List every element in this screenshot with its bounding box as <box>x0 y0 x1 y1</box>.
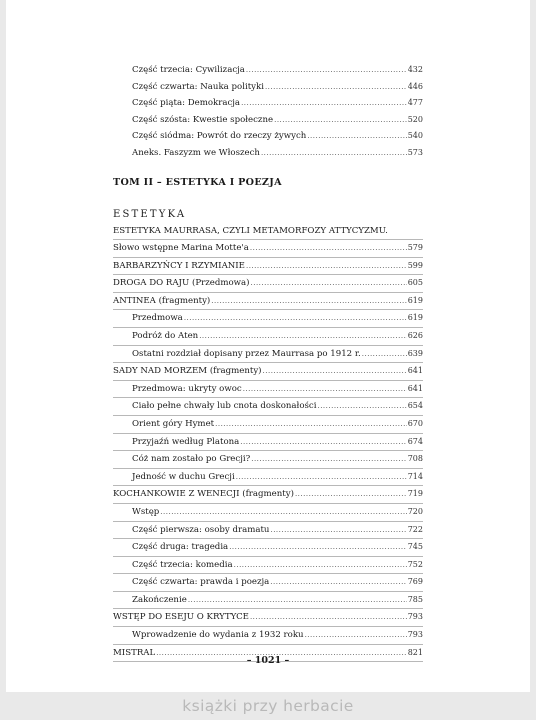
dot-leader <box>241 95 407 112</box>
toc-page-number: 752 <box>407 559 423 569</box>
section-subtitle: ESTETYKA MAURRASA, CZYLI METAMORFOZY ATTYCYZMU. <box>113 223 423 240</box>
dot-leader <box>215 416 407 433</box>
toc-entry-title: Część czwarta: Nauka polityki <box>132 81 264 92</box>
toc-page-number: 793 <box>407 612 423 622</box>
toc-entry <box>113 328 423 346</box>
toc-page-number: 714 <box>407 471 423 481</box>
toc-page-number: 619 <box>407 313 423 323</box>
toc-entry-title: Część druga: tragedia <box>132 542 229 553</box>
dot-leader <box>251 275 407 292</box>
toc-entry-title: Orient góry Hymet <box>132 418 215 429</box>
toc-page-number: 520 <box>407 114 423 124</box>
toc-page-number: 626 <box>407 330 423 340</box>
toc-entry-title: Ciało pełne chwały lub cnota doskonałości <box>132 401 317 412</box>
dot-leader <box>246 62 407 79</box>
toc-entry-title: Wstęp <box>132 506 160 517</box>
toc-entry <box>113 451 423 469</box>
toc-entry <box>113 346 423 364</box>
dot-leader <box>250 609 407 626</box>
toc-entry <box>113 62 423 79</box>
toc-entry-title: ANTINEA (fragmenty) <box>113 295 211 306</box>
toc-page-number: 540 <box>407 131 423 141</box>
toc-entry <box>113 574 423 592</box>
toc-entry <box>113 128 423 145</box>
toc-page-number: 785 <box>407 594 423 604</box>
toc-page-number: 599 <box>407 260 423 270</box>
toc-entry-title: DROGA DO RAJU (Przedmowa) <box>113 278 250 289</box>
toc-entry <box>113 95 423 112</box>
toc-entry-title: SADY NAD MORZEM (fragmenty) <box>113 366 262 377</box>
dot-leader <box>240 434 406 451</box>
toc-entry <box>113 363 423 381</box>
toc-entry <box>113 416 423 434</box>
dot-leader <box>317 398 406 415</box>
toc-entry <box>113 609 423 627</box>
toc-entry-title: Słowo wstępne Marina Motte'a <box>113 243 249 253</box>
toc-page-number: 720 <box>407 506 423 516</box>
toc-entry-title: WSTĘP DO ESEJU O KRYTYCE <box>113 612 249 623</box>
toc-page-number: 639 <box>407 348 423 358</box>
dot-leader <box>160 504 406 521</box>
toc-entry-title: Przedmowa <box>132 313 183 324</box>
dot-leader <box>251 451 406 468</box>
dot-leader <box>261 145 407 162</box>
dot-leader <box>274 112 407 129</box>
toc-page-number: 605 <box>407 278 423 288</box>
dot-leader <box>250 240 407 257</box>
toc-page-number: 769 <box>407 577 423 587</box>
toc-entry-title: Aneks. Faszyzm we Włoszech <box>132 147 260 158</box>
toc-entry-title: MISTRAL <box>113 647 156 658</box>
toc-entry <box>113 145 423 162</box>
toc-entry <box>113 275 423 293</box>
dot-leader <box>305 627 407 644</box>
dot-leader <box>199 328 407 345</box>
toc-page-number: 654 <box>407 401 423 411</box>
toc-entry <box>113 240 423 258</box>
toc-entry-title: Jedność w duchu Grecji <box>132 471 235 482</box>
toc-entry-title: Część piąta: Demokracja <box>132 98 241 109</box>
dot-leader <box>362 346 407 363</box>
toc-entry-title: Część trzecia: komedia <box>132 559 233 570</box>
volume-heading: TOM II – ESTETYKA I POEZJA <box>113 177 282 188</box>
toc-page-number: 821 <box>407 647 423 657</box>
toc-entry-title: Podróż do Aten <box>132 330 199 341</box>
toc-entry <box>113 504 423 522</box>
dot-leader <box>246 258 407 275</box>
toc-entry-title: Część czwarta: prawda i poezja <box>132 577 270 588</box>
toc-entry-title: Wprowadzenie do wydania z 1932 roku <box>132 630 304 641</box>
toc-entry <box>113 398 423 416</box>
toc-entry-title: Przyjaźń według Platona <box>132 436 240 447</box>
toc-entry <box>113 79 423 96</box>
dot-leader <box>243 381 407 398</box>
toc-entry <box>113 592 423 610</box>
toc-entry-title: Ostatni rozdział dopisany przez Maurrasa po 1912 r. <box>132 348 361 359</box>
toc-entry <box>113 627 423 645</box>
toc-entry <box>113 112 423 129</box>
toc-entry-title: KOCHANKOWIE Z WENECJI (fragmenty) <box>113 489 294 500</box>
toc-entry <box>113 434 423 452</box>
toc-page-number: 745 <box>407 542 423 552</box>
toc-page-number: 477 <box>407 98 423 108</box>
dot-leader <box>211 293 406 310</box>
dot-leader <box>307 128 406 145</box>
dot-leader <box>270 574 406 591</box>
toc-entry-title: BARBARZYŃCY I RZYMIANIE <box>113 260 245 271</box>
toc-page-number: 708 <box>407 454 423 464</box>
dot-leader <box>265 79 407 96</box>
toc-entry-title: Cóż nam zostało po Grecji? <box>132 454 251 465</box>
toc-page-number: 446 <box>407 81 423 91</box>
toc-page-number: 579 <box>407 243 423 252</box>
dot-leader <box>270 522 406 539</box>
dot-leader <box>188 592 407 609</box>
watermark: książki przy herbacie <box>182 697 354 715</box>
dot-leader <box>184 310 407 327</box>
dot-leader <box>236 469 407 486</box>
dot-leader <box>229 539 407 556</box>
toc-entry-title: Część pierwsza: osoby dramatu <box>132 524 270 535</box>
toc-entry-title: Przedmowa: ukryty owoc <box>132 383 242 394</box>
toc-entry <box>113 258 423 276</box>
toc-entry <box>113 557 423 575</box>
toc-entry-title: Zakończenie <box>132 594 187 605</box>
toc-entry <box>113 522 423 540</box>
toc-entry-title: Część szósta: Kwestie społeczne <box>132 114 274 125</box>
section-heading: ESTETYKA <box>113 209 187 220</box>
toc-entry <box>113 539 423 557</box>
toc-page-number: 722 <box>407 524 423 534</box>
toc-part1 <box>113 62 423 162</box>
toc-part2 <box>113 223 423 662</box>
toc-page-number: 641 <box>407 366 423 376</box>
toc-page-number: 719 <box>407 489 423 499</box>
toc-page-number: 793 <box>407 630 423 640</box>
toc-entry <box>113 486 423 504</box>
toc-page-number: 619 <box>407 295 423 305</box>
toc-page-number: 674 <box>407 436 423 446</box>
dot-leader <box>234 557 407 574</box>
toc-entry-title: Część trzecia: Cywilizacja <box>132 65 245 75</box>
toc-entry <box>113 293 423 311</box>
toc-entry <box>113 310 423 328</box>
toc-entry <box>113 469 423 487</box>
page-number: – 1021 – <box>246 655 290 666</box>
toc-page-number: 573 <box>407 147 423 157</box>
toc-page-number: 670 <box>407 418 423 428</box>
toc-page-number: 432 <box>407 65 423 74</box>
dot-leader <box>295 486 407 503</box>
dot-leader <box>263 363 407 380</box>
toc-entry-title: Część siódma: Powrót do rzeczy żywych <box>132 131 307 142</box>
toc-entry <box>113 381 423 399</box>
toc-page-number: 641 <box>407 383 423 393</box>
